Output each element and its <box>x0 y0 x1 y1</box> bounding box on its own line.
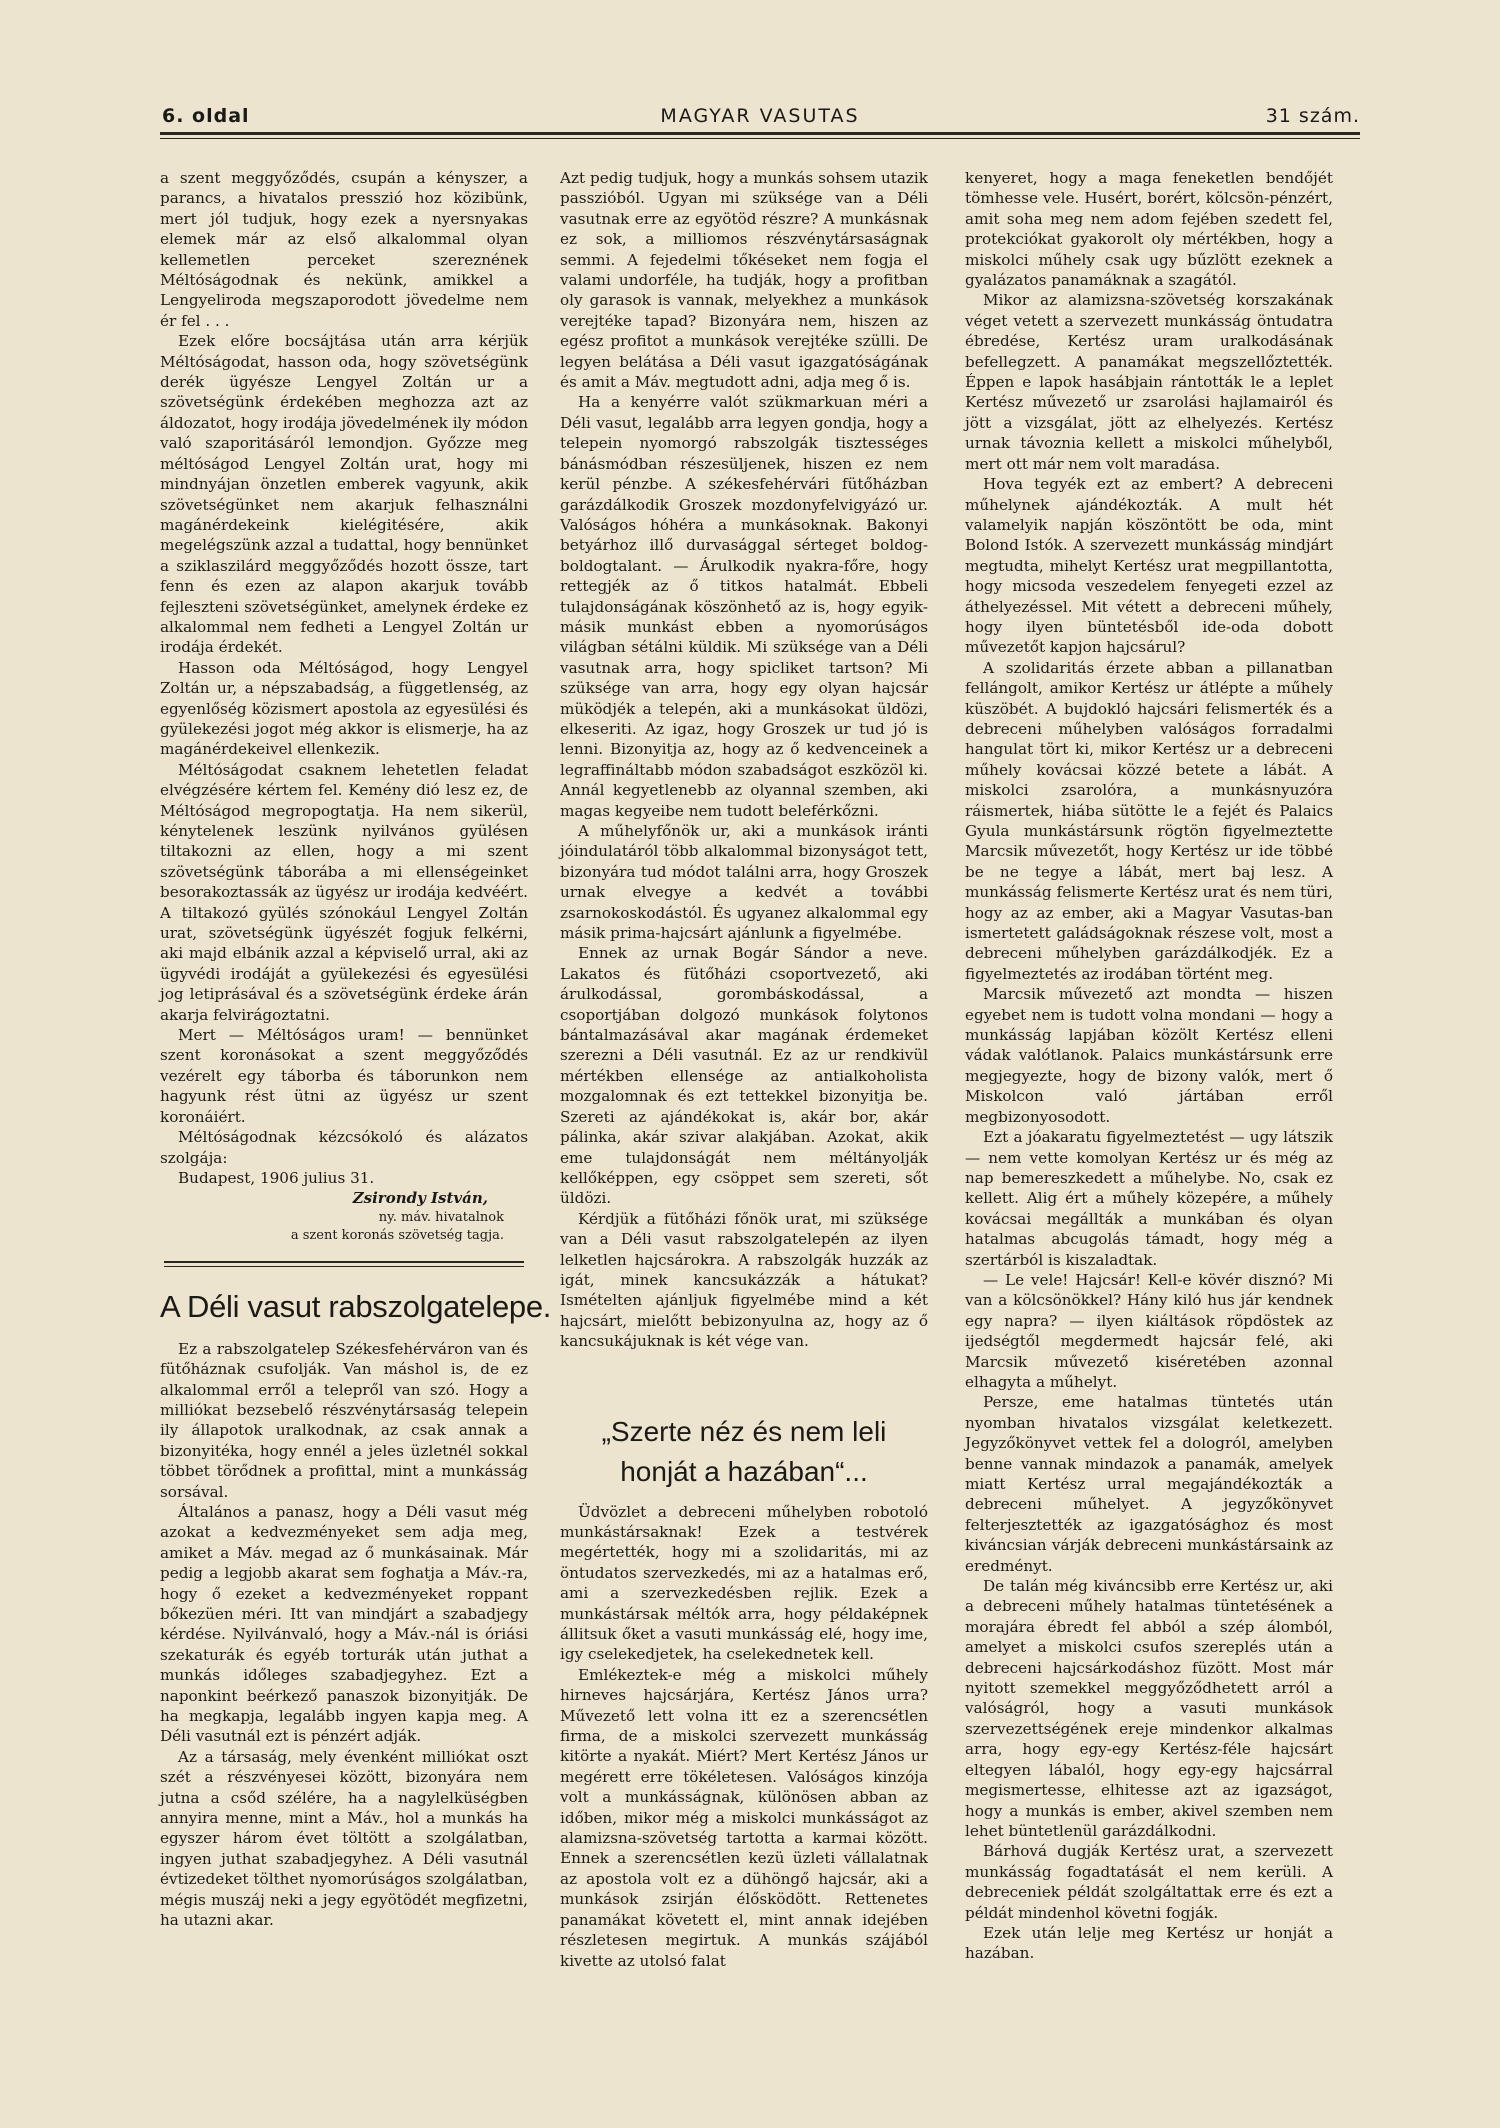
issue-number: 31 szám. <box>1265 105 1360 127</box>
paragraph: Mert — Méltóságos uram! — bennünket szent koronásokat a szent meggyőződés vezérelt egy táborba és táborunkon nem hagyunk rést ütni az ügyész ur szent koronáiért. <box>160 1026 528 1126</box>
column-1 <box>160 168 552 1931</box>
letter-date: Budapest, 1906 julius 31. <box>178 1168 375 1187</box>
paragraph: Bárhová dugják Kertész urat, a szervezett munkásság fogadtatását el nem kerüli. A debreceniek példát szolgáltattak erre és ezt a példát mindenhol követni fogják. <box>965 1842 1333 1922</box>
paragraph: Méltóságodnak kézcsókoló és alázatos szolgája: <box>160 1128 528 1167</box>
header-rule-thin <box>160 138 1360 139</box>
paragraph: Mikor az alamizsna-szövetség korszakának véget vetett a szervezett munkásság öntudatra ébredése, Kertész uram uralkodásának befellegzett. A panamákat megszellőztették. Éppen e lapok hasábjain rántották le a leplet Kertész művezető ur zsarolási hajlamairól és jött a vizsgálat, jött az elhelyezés. Kertész urnak távoznia kellett a miskolci műhelyből, mert ott már nem volt maradása. <box>965 291 1333 473</box>
masthead-title: MAGYAR VASUTAS <box>660 105 860 127</box>
paragraph: Hasson oda Méltóságod, hogy Lengyel Zoltán ur, a népszabadság, a függetlenség, az egyenlőség közismert apostola az egyesülési és gyülekezési jogot még akkor is elismerje, ha az magánérdekeivel ellenkezik. <box>160 658 528 759</box>
paragraph: Ezek után lelje meg Kertész ur honját a hazában. <box>965 1923 1333 1963</box>
paragraph: Méltóságodat csaknem lehetetlen feladat elvégzésére kértem fel. Kemény dió lesz ez, de Méltóságod megropogtatja. Ha nem sikerül, kénytelenek leszünk nyilvános gyülésen tiltakozni az ellen, hogy a mi szent szövetségünk táborába a mi ellenségeinket besorakoztassák az ügyész ur irodája kedvéért. A tiltakozó gyülés szónokául Lengyel Zoltán urat, szövetségünk ügyészét fogjuk felkérni, aki majd elbánik azzal a képviselő urral, aki az ügyvédi irodáját a gyülekezési és egyesülési jog letiprásával és a szövetségünk érdeke árán akarja felvirágoztatni. <box>160 760 528 1024</box>
article-divider <box>164 1261 524 1263</box>
paragraph: Ennek az urnak Bogár Sándor a neve. Lakatos és fütőházi csoportvezető, aki árulkodással, gorombáskodással, a csoportjában dolgozó munkások folytonos bántalmazásával akar magának érdemeket szerezni a Déli vasutnál. Ez az ur rendkivül mértékben ellensége az antialkoholista mozgalomnak és ezt tettekkel bizonyitja be. Szereti az ajándékokat is, akár bor, akár pálinka, akár szivar alakjában. Azokat, akik eme tulajdonságát nem méltányolják kellőképpen, egy csöppet sem szereti, sőt üldözi. <box>560 944 928 1208</box>
paragraph: De talán még kiváncsibb erre Kertész ur, aki a debreceni műhely hatalmas tüntetésének a morajára ébredt fel abból a szép álomból, amelyet a miskolci csufos szereplés után a debreceni hajcsárkodáshoz füzött. Most már nyitott szemekkel meggyőződhetett arról a valóságról, hogy a vasuti munkások szervezettségének ereje mindenkor alkalmas arra, hogy egy-egy Kertész-féle hajcsárt eltegyen lábalól, hogy egy-egy hajcsárral megismertesse, elhitesse azt az igazságot, hogy a munkás is ember, akivel szemben nem lehet büntetlenül garázdálkodni. <box>965 1577 1333 1840</box>
paragraph: a szent meggyőződés, csupán a kényszer, a parancs, a hivatalos presszió hoz közibünk, mert jól tudjuk, hogy ezek a nyersnyakas elemek már az első alkalommal olyan kellemetlen perceket szereznének Méltóságodnak és nekünk, amikkel a Lengyeliroda megszaporodott jövedelme nem ér fel . . . <box>160 169 528 330</box>
paragraph: Marcsik művezető azt mondta — hiszen egyebet nem is tudott volna mondani — hogy a munkásság lapjában közölt Kertész elleni vádak valótlanok. Palaics munkástársunk erre megjegyezte, hogy de bizony valók, mert ő Miskolcon való jártában erről megbizonyosodott. <box>965 985 1333 1126</box>
article-divider-thin <box>164 1266 524 1267</box>
article-headline: A Déli vasut rabszolgatelepe. <box>160 1288 552 1324</box>
paragraph: Ha a kenyérre valót szükmarkuan méri a Déli vasut, legalább arra legyen gondja, hogy a telepein nyomorgó rabszolgák tisztességes bánásmódban részesüljenek, hiszen ez nem kerül pénzbe. A székesfehérvári fütőházban garázdálkodik Groszek mozdonyfelvigyázó ur. Valóságos hóhéra a munkásoknak. Bakonyi betyárhoz illő durvasággal sérteget boldog-boldogtalant. — Árulkodik nyakra-főre, hogy rettegjék az ő titkos hatalmát. Ebbeli tulajdonságának köszönhető az is, hogy egyik-másik munkást ebben a nyomorúságos világban sétálni küldik. Mi szüksége van a Déli vasutnak arra, hogy spicliket tartson? Mi szüksége van arra, hogy egy olyan hajcsár müködjék a telepén, aki a munkásokat üldözi, elkeseriti. Az igaz, hogy Groszek ur tud jó is lenni. Bizonyitja az, hogy az ő kedvenceinek a legraffináltabb módon szabadságot eszközöl ki. Annál kegyetlenebb az olyannal szemben, aki magas kegyeibe nem tudott beleférkőzni. <box>560 393 928 820</box>
column-2 <box>560 168 928 1971</box>
signature-name: Zsirondy István, <box>352 1189 488 1208</box>
paragraph: Az a társaság, mely évenként milliókat oszt szét a részvényesei között, bizonyára nem jutna a csőd szélére, ha a nagylelküségben annyira menne, mint a Máv., hol a munkás ha egyszer három évet töltött a szolgálatban, ingyen juthat szabadjegyhez. A Déli vasutnál évtizedeket tölthet nyomorúságos szolgálatban, mégis muszáj neki a jegy egyötödét megfizetni, ha utazni akar. <box>160 1747 528 1930</box>
header-rule <box>160 132 1360 135</box>
column-3 <box>965 168 1333 1964</box>
paragraph: — Le vele! Hajcsár! Kell-e kövér disznó? Mi van a kölcsönökkel? Hány kiló hus jár kendnek egy napra? — ilyen kiáltások röpdöstek az ijedségtől megdermedt hajcsár felé, aki Marcsik művezető kiséretében azonnal elhagyta a műhelyt. <box>965 1270 1333 1391</box>
signature-affiliation: a szent koronás szövetség tagja. <box>290 1227 504 1243</box>
paragraph: Persze, eme hatalmas tüntetés után nyomban hivatalos vizsgálat keletkezett. Jegyzőkönyvet vettek fel a dologról, amelyben benne vannak mindazok a panamák, amelyek miatt Kertész urral megajándékozták a debreceni műhelyet. A jegyzőkönyvet felterjesztették az igazgatósághoz és most kiváncsian várják debreceni munkástársaink az eredményt. <box>965 1393 1333 1575</box>
paragraph: Emlékeztek-e még a miskolci műhely hirneves hajcsárjára, Kertész János urra? Művezető lett volna itt ez a szerencsétlen firma, de a miskolci szervezett munkásság kitörte a nyakát. Miért? Mert Kertész János ur megérett erre tökéletesen. Valóságos kinzója volt a munkásságnak, különösen abban az időben, mikor még a miskolci munkásságot az alamizsna-szövetség tartotta a karmai között. Ennek a szerencsétlen kezü üzleti vállalatnak az apostola volt ez a dühöngő hajcsár, aki a munkások zsirján élősködött. Rettenetes panamákat követett el, mint annak idejében részletesen megirtuk. A munkás szájából kivette az utolsó falat <box>560 1665 928 1970</box>
paragraph: A szolidaritás érzete abban a pillanatban fellángolt, amikor Kertész ur átlépte a műhely küszöbét. A bujdokló hajcsári felismerték és a debreceni műhelyben valóságos forradalmi hangulat tört ki, mikor Kertész ur a debreceni műhely kovácsai közzé betete a lábát. A miskolci zsarolóra, a munkásnyuzóra ráismertek, hiába sütötte le a fejét és Palaics Gyula munkástársunk rögtön figyelmeztette Marcsik művezetőt, hogy Kertész ur ide többé be ne tegye a lábát, mert baj lesz. A munkásság felismerte Kertész urat és nem türi, hogy az az ember, aki a Magyar Vasutas-ban ismertetett galádságoknak részese volt, most a debreceni műhelyben garázdálkodjék. Ez a figyelmeztetés az irodában történt meg. <box>965 658 1333 983</box>
page-number: 6. oldal <box>162 105 250 127</box>
paragraph: kenyeret, hogy a maga feneketlen bendőjét tömhesse vele. Husért, borért, kölcsön-pénzért, amit soha meg nem adom fejében szedett fel, protekciókat gyakorolt oly mértékben, hogy a miskolci műhely csak ugy bűzlött ezeknek a gyalázatos panamáknak a szagától. <box>965 169 1333 290</box>
paragraph: Ezek előre bocsájtása után arra kérjük Méltóságodat, hasson oda, hogy szövetségünk derék ügyésze Lengyel Zoltán ur a szövetségünk érdekében meghozza azt az áldozatot, hogy irodája jövedelmének ily módon való szaporitásáról lemondjon. Győzze meg méltóságod Lengyel Zoltán urat, hogy mi mindnyájan önzetlen emberek vagyunk, akik szövetségünket nem akarjuk felhasználni magánérdekeink kielégitésére, akik megelégszünk azzal a tudattal, hogy bennünket a sziklaszilárd meggyőződés hozott össze, tart fenn és ezen az alapon akarjuk tovább fejleszteni szövetségünket, amelynek érdeke ez alkalommal nem fedheti a Lengyel Zoltán ur irodája érdekét. <box>160 332 529 657</box>
paragraph: Azt pedig tudjuk, hogy a munkás sohsem utazik passzióból. Ugyan mi szüksége van a Déli vasutnak erre az egyötöd részre? A munkásnak ez sok, a milliomos részvénytársaságnak semmi. A fejedelmi tőkéseket nem fogja el valami undorféle, ha tudják, hogy a profitban oly garasok is vannak, melyekhez a munkások verejtéke tapad? Bizonyára nem, hiszen az egész profitot a munkások verejtéke szülli. De legyen belátása a Déli vasut igazgatóságának és amit a Máv. megtudott adni, adja meg ő is. <box>560 169 928 392</box>
paragraph: Ez a rabszolgatelep Székesfehérváron van és fütőháznak csufolják. Van máshol is, de ez alkalommal erről a telepről van szó. Hogy a milliókat bezsebelő részvénytársaság telepein ily állapotok uralkodnak, az csak annak a bizonyitéka, hogy ennél a jeles üzletnél sokkal többet törődnek a profittal, mint a munkásság sorsával. <box>160 1339 528 1501</box>
page-header <box>160 105 1360 135</box>
paragraph: Általános a panasz, hogy a Déli vasut még azokat a kedvezményeket sem adja meg, amiket a Máv. megad az ő munkásainak. Már pedig a legjobb akarat sem foghatja a Máv.-ra, hogy ő ezeket a kedvezményeket roppant bőkezüen méri. Itt van mindjárt a szabadjegy kérdése. Nyilvánvaló, hogy a Máv.-nál is óriási szekaturák és egyéb torturák után juthat a munkás időleges szabadjegyhez. Ezt a naponkint beérkező panaszok bizonyitják. De ha megkapja, legalább ingyen kapja meg. A Déli vasutnál ezt is pénzért adják. <box>160 1502 528 1746</box>
paragraph: A műhelyfőnök ur, aki a munkások iránti jóindulatáról több alkalommal bizonyságot tett, bizonyára tud módot találni arra, hogy Groszek urnak elvegye a kedvét a további zsarnokoskodástól. És ugyanez alkalommal egy másik prima-hajcsárt ajánlunk a figyelmébe. <box>560 822 928 943</box>
paragraph: Kérdjük a fütőházi főnök urat, mi szüksége van a Déli vasut rabszolgatelepén az ilyen lelketlen hajcsárokra. A rabszolgák huzzák az igát, minek kancsukázzák a hátukat? Ismételten ajánljuk figyelmébe mind a két hajcsárt, mielőtt bebizonyulna az, hogy az ő kancsukájuknak is két vége van. <box>560 1209 928 1351</box>
paragraph: Ezt a jóakaratu figyelmeztetést — ugy látszik — nem vette komolyan Kertész ur és még az nap bemereszkedett a műhelybe. No, csak ez kellett. Alig ért a műhely közepére, a műhely kovácsai megállták a munkában és olyan hatalmas abcugolás támadt, hogy még a szertárból is kiszaladtak. <box>965 1128 1333 1269</box>
article-headline: „Szerte néz és nem leli honját a hazában“... <box>601 1415 887 1487</box>
signature-title: ny. máv. hivatalnok <box>378 1209 504 1225</box>
paragraph: Üdvözlet a debreceni műhelyben robotoló munkástársaknak! Ezek a testvérek megértették, hogy mi a szolidaritás, mi az öntudatos szervezkedés, mi az a hatalmas erő, ami a szervezkedésben rejlik. Ezek a munkástársak méltók arra, hogy példaképnek állitsuk őket a vasuti munkásság elé, hogy ime, igy cselekedjetek, ha cselekednetek kell. <box>560 1502 928 1664</box>
paragraph: Hova tegyék ezt az embert? A debreceni műhelynek ajándékozták. A mult hét valamelyik napján köszöntött be oda, mint Bolond Istók. A szervezett munkásság mindjárt megtudta, mihelyt Kertész urat megpillantotta, hogy micsoda veszedelem fenyegeti ezzel az áthelyezéssel. Mit vétett a debreceni műhely, hogy ilyen büntetésből ide-oda dobott művezetőt kapjon hajcsárul? <box>965 475 1333 657</box>
